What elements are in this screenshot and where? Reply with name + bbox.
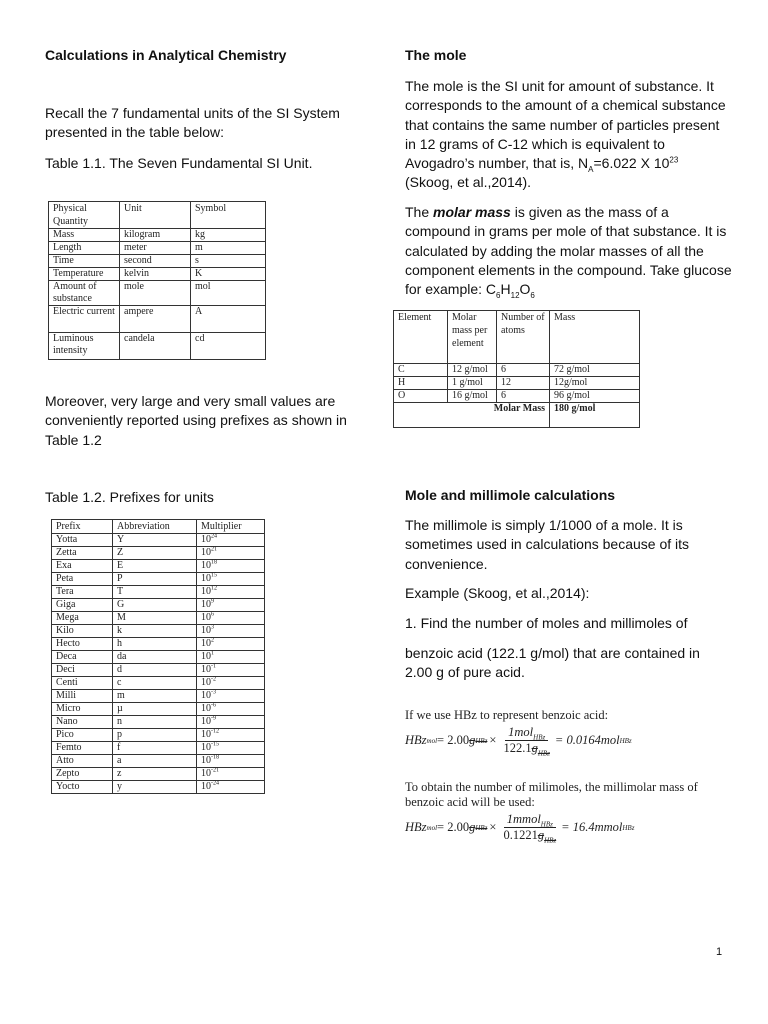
question-line-1: 1. Find the number of moles and millimoles of	[405, 615, 688, 631]
table1-header: Unit	[120, 202, 191, 229]
multiplier-exponent: -1	[211, 663, 216, 670]
table-row	[49, 333, 266, 360]
table-cell: Nano	[52, 716, 113, 729]
table-cell: kilogram	[120, 229, 191, 242]
avogadro-subscript: A	[588, 164, 594, 174]
multiplier-base: 10	[201, 560, 211, 571]
molar-mass-paragraph	[405, 203, 735, 299]
eq-subscript: HBz	[533, 733, 546, 742]
table-row	[52, 599, 265, 612]
table-cell: n	[113, 716, 197, 729]
times-sign: ×	[489, 733, 497, 747]
table-cell: s	[191, 255, 266, 268]
table-cell: P	[113, 573, 197, 586]
table-cell: cd	[191, 333, 266, 360]
multiplier-base: 10	[201, 729, 211, 740]
multiplier-cell	[197, 625, 265, 638]
glucose-subscript: 6	[496, 290, 501, 300]
table-cell: Yotta	[52, 534, 113, 547]
table-cell: Zepto	[52, 768, 113, 781]
table-cell: Deci	[52, 664, 113, 677]
table1-header: Physical Quantity	[49, 202, 120, 229]
table-cell: second	[120, 255, 191, 268]
table1-caption: Table 1.1. The Seven Fundamental SI Unit.	[45, 155, 313, 171]
multiplier-exponent: 24	[211, 533, 217, 540]
multiplier-base: 10	[201, 651, 211, 662]
multiplier-cell	[197, 560, 265, 573]
table-cell: m	[191, 242, 266, 255]
multiplier-base: 10	[201, 768, 211, 779]
table-row	[52, 573, 265, 586]
multiplier-exponent: -6	[211, 702, 216, 709]
table-cell: da	[113, 651, 197, 664]
mole-text: =6.022 X 10	[593, 155, 670, 172]
table-cell: y	[113, 781, 197, 794]
multiplier-cell	[197, 534, 265, 547]
glucose-header: Number of atoms	[497, 311, 550, 364]
eq-unit: g	[531, 741, 538, 755]
table-cell: 6	[497, 390, 550, 403]
table2-caption: Table 1.2. Prefixes for units	[45, 489, 214, 505]
table-row	[52, 690, 265, 703]
table1-header: Symbol	[191, 202, 266, 229]
multiplier-cell	[197, 638, 265, 651]
table-row	[52, 768, 265, 781]
fraction-numerator: 1mmol	[506, 812, 541, 826]
table-row	[49, 229, 266, 242]
equation-block-1	[405, 708, 632, 756]
multiplier-exponent: -15	[211, 741, 219, 748]
table-cell: Exa	[52, 560, 113, 573]
eq-result: = 0.0164mol	[554, 733, 620, 747]
table-row	[394, 364, 640, 377]
table-row	[394, 377, 640, 390]
table-cell: Temperature	[49, 268, 120, 281]
multiplier-exponent: -21	[211, 767, 219, 774]
table-cell: Amount of substance	[49, 281, 120, 306]
table-cell: kelvin	[120, 268, 191, 281]
table-row	[52, 651, 265, 664]
multiplier-cell	[197, 729, 265, 742]
multiplier-base: 10	[201, 573, 211, 584]
table-cell: meter	[120, 242, 191, 255]
millimoles-equation: HBz mol = 2.00 g HBz × $\frac{1mmol_{HBz}}{0.1221g_{HBz}}$ = 16.4mmol HBz	[405, 812, 635, 845]
table-cell: Femto	[52, 742, 113, 755]
table-row	[52, 638, 265, 651]
table-row	[394, 403, 640, 428]
prefix-table	[51, 519, 265, 794]
fraction-denominator: 0.1221	[503, 828, 538, 842]
multiplier-exponent: -18	[211, 754, 219, 761]
table-cell: µ	[113, 703, 197, 716]
table-cell: 16 g/mol	[448, 390, 497, 403]
table-cell: Zetta	[52, 547, 113, 560]
multiplier-exponent: -24	[211, 780, 219, 787]
molar-text: is given as the mass of a compound in grams per mole of that substance. It is calculated by adding the molar masses of all the component elements in the compound. Take glucose for example: C	[405, 204, 732, 298]
table-cell: K	[191, 268, 266, 281]
table2-header: Multiplier	[197, 520, 265, 534]
table-row	[52, 612, 265, 625]
table-cell: Peta	[52, 573, 113, 586]
fraction-numerator: 1mol	[508, 725, 534, 739]
table-cell: m	[113, 690, 197, 703]
millimole-heading: Mole and millimole calculations	[405, 487, 616, 503]
table-cell: c	[113, 677, 197, 690]
eq-subscript: HBz	[537, 749, 550, 758]
table-cell: Z	[113, 547, 197, 560]
eq-unit: g	[469, 820, 476, 834]
table2-header: Prefix	[52, 520, 113, 534]
example-label: Example (Skoog, et al.,2014):	[405, 585, 590, 601]
glucose-subscript: 6	[530, 290, 535, 300]
multiplier-base: 10	[201, 690, 211, 701]
table-cell: Mass	[49, 229, 120, 242]
table-cell: Electric current	[49, 306, 120, 333]
table-cell: H	[394, 377, 448, 390]
table-cell: 1 g/mol	[448, 377, 497, 390]
multiplier-exponent: 18	[211, 559, 217, 566]
glucose-subscript: 12	[510, 290, 520, 300]
multiplier-exponent: -2	[211, 676, 216, 683]
table-cell: Mega	[52, 612, 113, 625]
multiplier-cell	[197, 677, 265, 690]
table-cell: Luminous intensity	[49, 333, 120, 360]
glucose-element: H	[500, 281, 511, 298]
multiplier-base: 10	[201, 703, 211, 714]
prefix-intro-text: Moreover, very large and very small values are conveniently reported using prefixes as shown in Table 1.2	[45, 393, 347, 448]
table-row	[52, 755, 265, 768]
multiplier-cell	[197, 573, 265, 586]
table-cell: Micro	[52, 703, 113, 716]
multiplier-exponent: -12	[211, 728, 219, 735]
table-row	[394, 390, 640, 403]
table-cell: Giga	[52, 599, 113, 612]
page-title: Calculations in Analytical Chemistry	[45, 47, 287, 63]
avogadro-exponent: 23	[669, 155, 679, 165]
table-cell: mole	[120, 281, 191, 306]
multiplier-cell	[197, 651, 265, 664]
multiplier-base: 10	[201, 781, 211, 792]
table-row	[52, 625, 265, 638]
equation-intro: If we use HBz to represent benzoic acid:	[405, 708, 609, 722]
table-cell: kg	[191, 229, 266, 242]
eq-unit: g	[469, 733, 476, 747]
table-cell: Atto	[52, 755, 113, 768]
table-cell: Length	[49, 242, 120, 255]
multiplier-cell	[197, 612, 265, 625]
table-cell: Deca	[52, 651, 113, 664]
eq-fraction	[500, 812, 559, 843]
multiplier-exponent: 6	[211, 611, 214, 618]
si-intro-text: Recall the 7 fundamental units of the SI System presented in the table below:	[45, 105, 340, 141]
table-cell: h	[113, 638, 197, 651]
multiplier-exponent: 21	[211, 546, 217, 553]
glucose-header: Mass	[550, 311, 640, 364]
eq-subscript: HBz	[540, 820, 553, 829]
table-cell: Hecto	[52, 638, 113, 651]
table-cell: E	[113, 560, 197, 573]
table-row	[49, 281, 266, 306]
table-row	[49, 242, 266, 255]
table-cell: z	[113, 768, 197, 781]
eq-value: = 2.00	[437, 733, 470, 747]
multiplier-cell	[197, 716, 265, 729]
table-cell: G	[113, 599, 197, 612]
table-row	[49, 306, 266, 333]
glucose-element: O	[519, 281, 531, 298]
multiplier-base: 10	[201, 625, 211, 636]
moles-equation: HBz mol = 2.00 g HBz × $\frac{1mol_{HBz}}{122.1g_{HBz}}$ = 0.0164mol HBz	[405, 725, 632, 758]
table-cell: 96 g/mol	[550, 390, 640, 403]
table-cell: 6	[497, 364, 550, 377]
question-line-2: benzoic acid (122.1 g/mol) that are contained in 2.00 g of pure acid.	[405, 645, 700, 681]
multiplier-base: 10	[201, 755, 211, 766]
equation-intro: To obtain the number of milimoles, the millimolar mass of benzoic acid will be used:	[405, 780, 698, 809]
table-cell: 12g/mol	[550, 377, 640, 390]
mole-text: The mole is the SI unit for amount of substance. It corresponds to the amount of a chemical substance that contains the same number of particles present in 12 grams of C-12 which is equivalent to Avogadro’s number, that is, N	[405, 78, 726, 172]
table-cell: T	[113, 586, 197, 599]
multiplier-exponent: 1	[211, 650, 214, 657]
millimole-paragraph: The millimole is simply 1/1000 of a mole. It is sometimes used in calculations because of its convenience.	[405, 517, 690, 572]
multiplier-cell	[197, 664, 265, 677]
multiplier-base: 10	[201, 638, 211, 649]
mole-paragraph	[405, 77, 730, 193]
table-row	[52, 742, 265, 755]
multiplier-base: 10	[201, 534, 211, 545]
table-cell: 12 g/mol	[448, 364, 497, 377]
table-cell: Pico	[52, 729, 113, 742]
table-cell: Milli	[52, 690, 113, 703]
multiplier-exponent: -9	[211, 715, 216, 722]
table-row	[52, 716, 265, 729]
multiplier-base: 10	[201, 742, 211, 753]
table-cell: Y	[113, 534, 197, 547]
table-cell: A	[191, 306, 266, 333]
multiplier-base: 10	[201, 612, 211, 623]
multiplier-base: 10	[201, 664, 211, 675]
multiplier-exponent: 15	[211, 572, 217, 579]
eq-subscript: HBz	[544, 836, 557, 845]
table-row	[52, 677, 265, 690]
table-cell: Kilo	[52, 625, 113, 638]
multiplier-cell	[197, 586, 265, 599]
multiplier-base: 10	[201, 547, 211, 558]
multiplier-cell	[197, 768, 265, 781]
table-cell: Yocto	[52, 781, 113, 794]
mole-heading: The mole	[405, 47, 467, 63]
table-cell: M	[113, 612, 197, 625]
molar-mass-total-label: Molar Mass	[394, 403, 550, 428]
multiplier-exponent: 3	[211, 624, 214, 631]
mole-citation: (Skoog, et al.,2014).	[405, 174, 532, 191]
multiplier-exponent: 9	[211, 598, 214, 605]
table-row	[52, 664, 265, 677]
table2-header: Abbreviation	[113, 520, 197, 534]
table-row	[52, 729, 265, 742]
eq-result: = 16.4mmol	[561, 820, 623, 834]
table-row	[49, 268, 266, 281]
table-cell: O	[394, 390, 448, 403]
table-cell: ampere	[120, 306, 191, 333]
table-cell: p	[113, 729, 197, 742]
table-row	[52, 547, 265, 560]
table-cell: Centi	[52, 677, 113, 690]
table-cell: Time	[49, 255, 120, 268]
table-cell: k	[113, 625, 197, 638]
eq-unit: g	[537, 828, 545, 842]
multiplier-cell	[197, 547, 265, 560]
table-cell: candela	[120, 333, 191, 360]
table-row	[49, 255, 266, 268]
multiplier-cell	[197, 755, 265, 768]
multiplier-cell	[197, 599, 265, 612]
multiplier-exponent: 2	[211, 637, 214, 644]
page-number: 1	[716, 946, 723, 958]
eq-fraction	[500, 725, 552, 756]
glucose-header: Element	[394, 311, 448, 364]
multiplier-base: 10	[201, 586, 211, 597]
table-cell: d	[113, 664, 197, 677]
molar-mass-total-value: 180 g/mol	[550, 403, 640, 428]
multiplier-cell	[197, 742, 265, 755]
eq-value: = 2.00	[437, 820, 470, 834]
times-sign: ×	[489, 820, 497, 834]
multiplier-base: 10	[201, 677, 211, 688]
table-cell: Tera	[52, 586, 113, 599]
equation-block-2	[405, 780, 725, 843]
table-cell: f	[113, 742, 197, 755]
multiplier-cell	[197, 781, 265, 794]
table-row	[52, 703, 265, 716]
table-cell: 12	[497, 377, 550, 390]
molar-mass-term: molar mass	[433, 204, 511, 220]
table-row	[52, 586, 265, 599]
glucose-table	[393, 310, 640, 428]
molar-text: The	[405, 204, 434, 220]
si-units-table	[48, 201, 266, 360]
table-row	[52, 781, 265, 794]
table-cell: a	[113, 755, 197, 768]
multiplier-cell	[197, 703, 265, 716]
table-row	[52, 534, 265, 547]
fraction-denominator: 122.1	[503, 741, 532, 755]
multiplier-exponent: 12	[211, 585, 217, 592]
multiplier-cell	[197, 690, 265, 703]
glucose-header: Molar mass per element	[448, 311, 497, 364]
table-cell: C	[394, 364, 448, 377]
multiplier-base: 10	[201, 716, 211, 727]
eq-lhs: HBz	[405, 820, 427, 834]
eq-lhs: HBz	[405, 733, 427, 747]
table-cell: 72 g/mol	[550, 364, 640, 377]
multiplier-exponent: -3	[211, 689, 216, 696]
table-row	[52, 560, 265, 573]
table-cell: mol	[191, 281, 266, 306]
multiplier-base: 10	[201, 599, 211, 610]
